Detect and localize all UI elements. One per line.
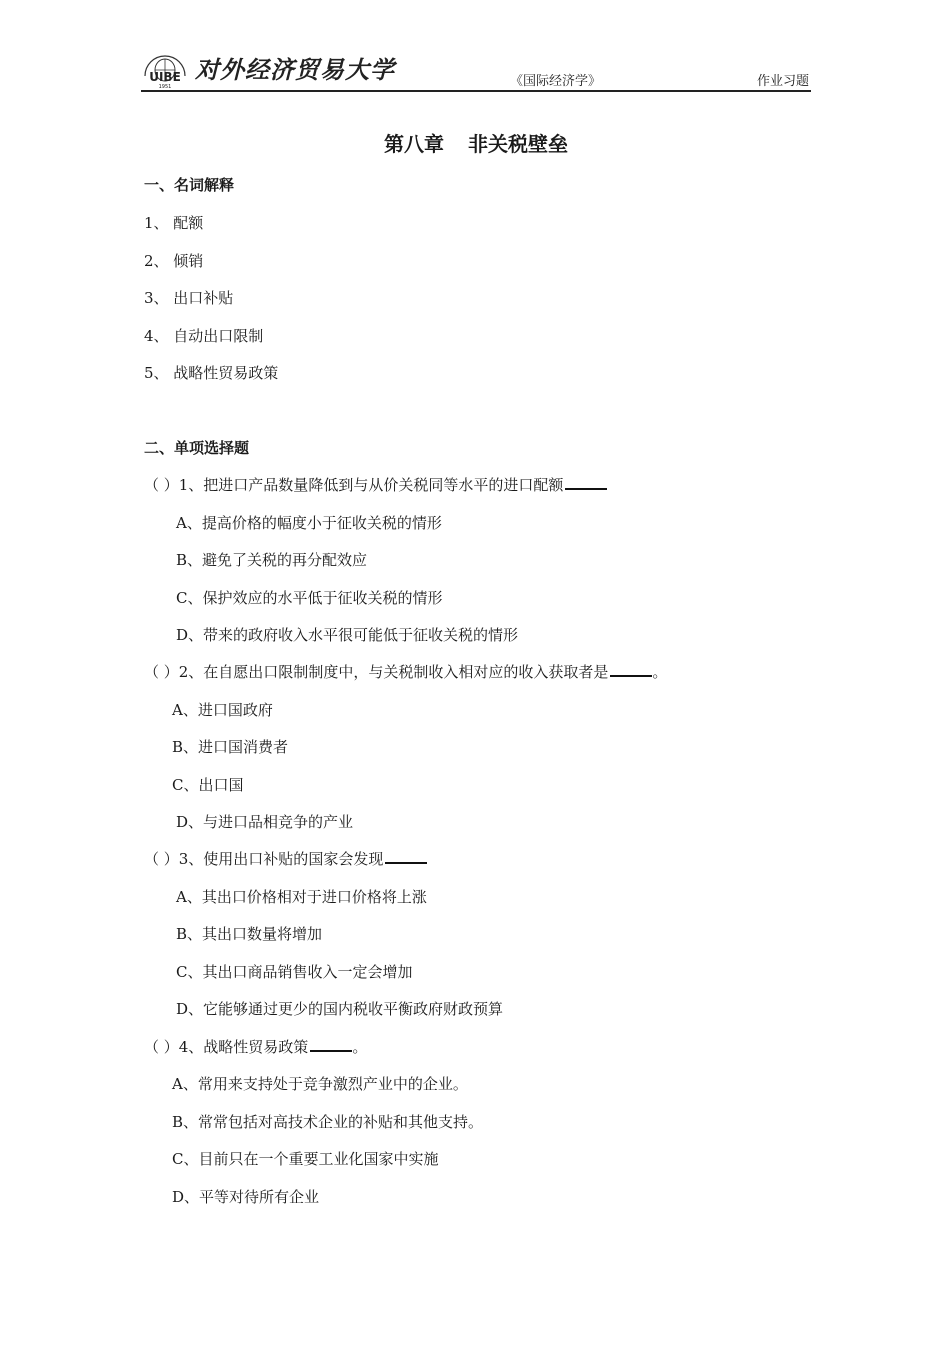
question-suffix: 。 bbox=[352, 1038, 368, 1056]
option-item: C、目前只在一个重要工业化国家中实施 bbox=[172, 1150, 439, 1168]
question-text: （ ）1、把进口产品数量降低到与从价关税同等水平的进口配额 bbox=[144, 476, 564, 494]
option-item: C、保护效应的水平低于征收关税的情形 bbox=[176, 589, 443, 607]
option-item: A、其出口价格相对于进口价格将上涨 bbox=[176, 888, 427, 906]
page-title bbox=[0, 128, 952, 157]
question-text: （ ）2、在自愿出口限制制度中，与关税制收入相对应的收入获取者是 bbox=[144, 663, 609, 681]
answer-blank bbox=[610, 662, 652, 677]
question-4 bbox=[144, 1036, 367, 1057]
question-suffix: 。 bbox=[652, 663, 668, 681]
chapter-topic: 非关税壁垒 bbox=[468, 132, 568, 156]
option-item: A、常用来支持处于竞争激烈产业中的企业。 bbox=[172, 1075, 468, 1093]
section-heading-choice: 二、单项选择题 bbox=[144, 439, 250, 457]
question-2 bbox=[144, 661, 667, 682]
course-name: 《国际经济学》 bbox=[510, 74, 602, 89]
term-item: 3、 出口补贴 bbox=[144, 289, 234, 307]
option-item: B、常常包括对高技术企业的补贴和其他支持。 bbox=[172, 1113, 484, 1131]
option-item: A、进口国政府 bbox=[172, 701, 273, 719]
option-item: D、平等对待所有企业 bbox=[172, 1188, 320, 1206]
term-item: 1、 配额 bbox=[144, 214, 204, 232]
term-item: 4、 自动出口限制 bbox=[144, 327, 264, 345]
question-text: （ ）3、使用出口补贴的国家会发现 bbox=[144, 850, 384, 868]
university-logo-icon bbox=[141, 50, 189, 90]
answer-blank bbox=[565, 475, 607, 490]
question-3 bbox=[144, 848, 427, 869]
option-item: D、带来的政府收入水平很可能低于征收关税的情形 bbox=[176, 626, 519, 644]
question-1 bbox=[144, 474, 607, 495]
logo-year: 1951 bbox=[158, 84, 172, 90]
section-heading-terms: 一、名词解释 bbox=[144, 176, 235, 194]
option-item: A、提高价格的幅度小于征收关税的情形 bbox=[176, 514, 442, 532]
option-item: C、其出口商品销售收入一定会增加 bbox=[176, 963, 413, 981]
option-item: D、与进口品相竞争的产业 bbox=[176, 813, 354, 831]
university-name: 对外经济贸易大学 bbox=[195, 55, 395, 84]
chapter-label: 第八章 bbox=[384, 132, 444, 156]
logo-abbr: UIBE bbox=[149, 70, 181, 84]
term-item: 5、 战略性贸易政策 bbox=[144, 364, 279, 382]
option-item: B、避免了关税的再分配效应 bbox=[176, 551, 368, 569]
option-item: B、其出口数量将增加 bbox=[176, 925, 323, 943]
option-item: B、进口国消费者 bbox=[172, 738, 289, 756]
option-item: D、它能够通过更少的国内税收平衡政府财政预算 bbox=[176, 1000, 504, 1018]
document-type: 作业习题 bbox=[756, 74, 809, 89]
answer-blank bbox=[310, 1037, 352, 1052]
option-item: C、出口国 bbox=[172, 776, 244, 794]
term-item: 2、 倾销 bbox=[144, 252, 204, 270]
question-text: （ ）4、战略性贸易政策 bbox=[144, 1038, 309, 1056]
page-header bbox=[141, 44, 811, 92]
answer-blank bbox=[385, 849, 427, 864]
